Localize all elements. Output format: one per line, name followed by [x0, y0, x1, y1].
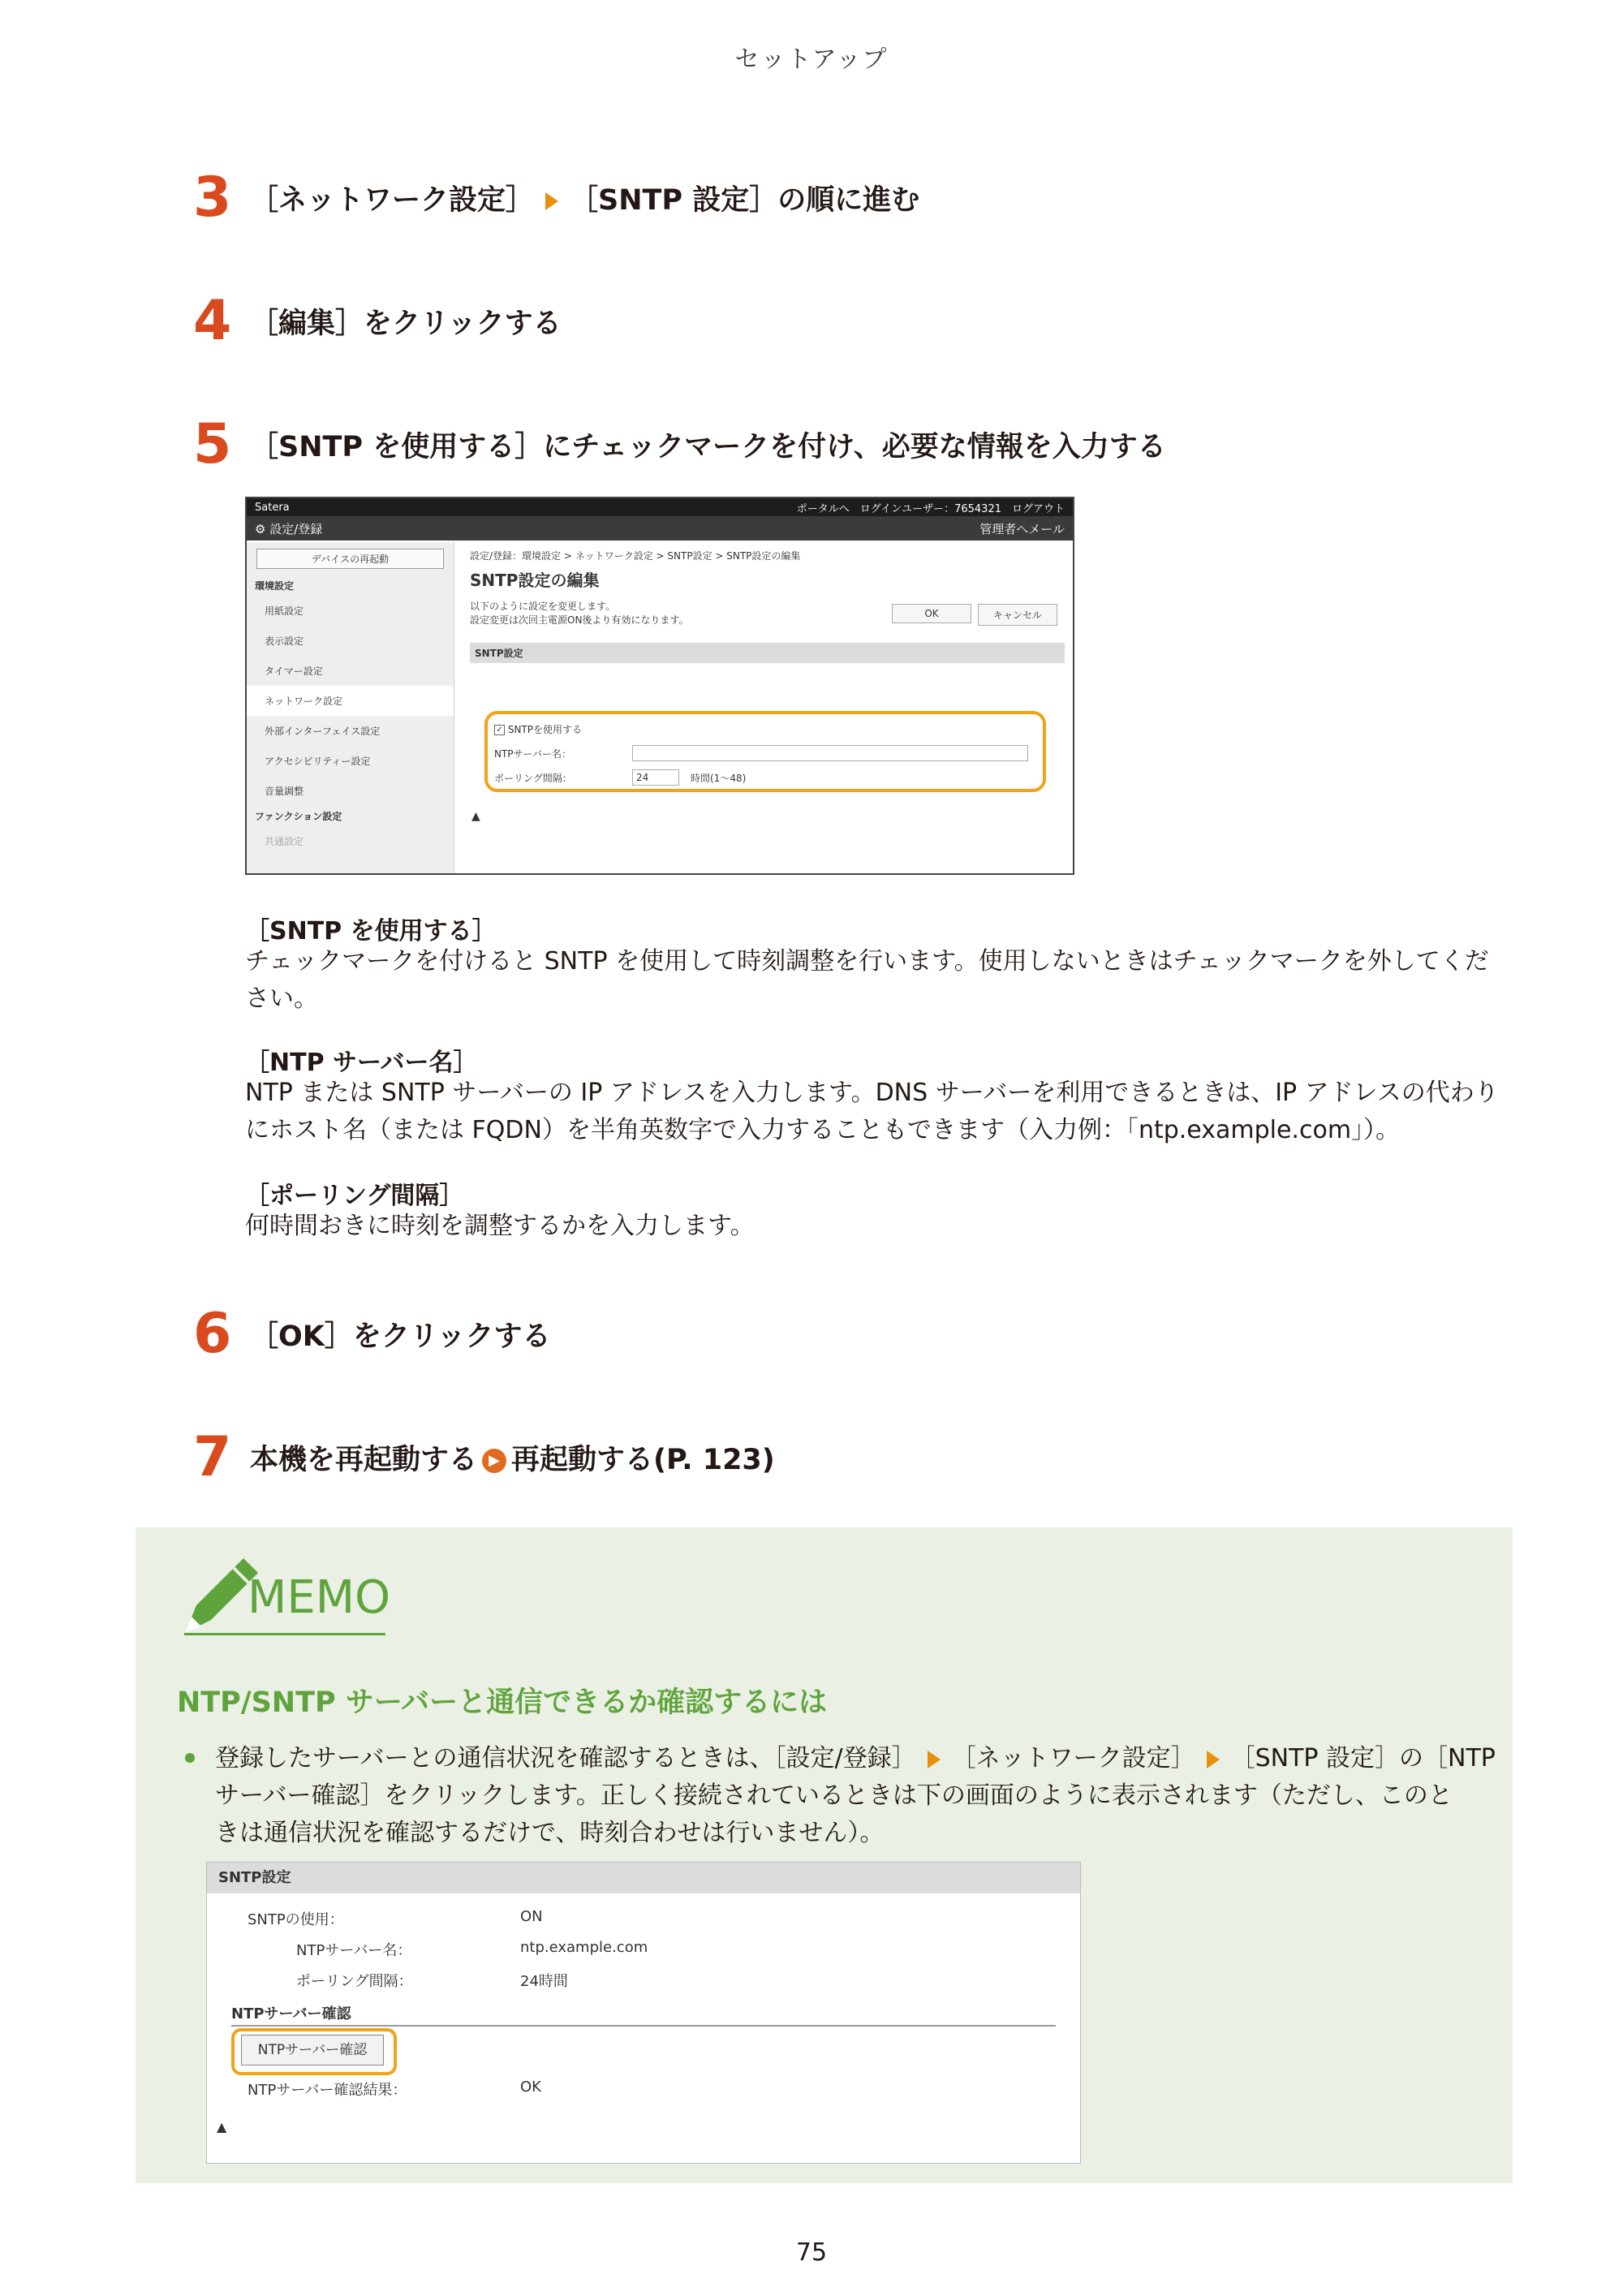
ok-button[interactable]: OK — [892, 604, 971, 623]
sidebar-item-paper[interactable]: 用紙設定 — [265, 605, 304, 617]
app-name: Satera — [255, 501, 290, 514]
page-title: SNTP設定の編集 — [470, 571, 600, 590]
arrow-right-icon — [545, 192, 558, 210]
page-top-icon[interactable]: ▲ — [217, 2119, 227, 2134]
step-5-text: ［SNTP を使用する］にチェックマークを付け、必要な情報を入力する — [250, 431, 1166, 463]
polling-unit: 時間(1～48) — [691, 773, 747, 784]
page-top-icon[interactable]: ▲ — [471, 810, 480, 823]
bullet-icon — [185, 1753, 195, 1763]
desc-body-use-sntp: チェックマークを付けると SNTP を使用して時刻調整を行います。使用しないときはチェックマークを外してください。 — [245, 947, 1489, 1013]
topbar-links[interactable]: ポータルへ ログインユーザー：7654321 ログアウト — [796, 502, 1065, 515]
polling-label: ポーリング間隔： — [494, 773, 572, 784]
step-number: 4 — [193, 289, 232, 353]
arrow-right-icon — [928, 1751, 941, 1768]
desc-title-use-sntp: ［SNTP を使用する］ — [245, 917, 497, 946]
sidebar-item-accessibility[interactable]: アクセシビリティー設定 — [265, 756, 371, 767]
sidebar-item-network[interactable]: ネットワーク設定 — [247, 686, 454, 716]
server-label: NTPサーバー名： — [296, 1942, 412, 1959]
divider — [231, 2025, 1056, 2027]
step-number: 7 — [193, 1425, 232, 1489]
sntp-edit-screenshot — [245, 497, 1074, 875]
sidebar-item-display[interactable]: 表示設定 — [265, 635, 304, 647]
use-sntp-label: SNTPを使用する — [507, 724, 582, 735]
settings-bar — [247, 516, 1073, 541]
step-4 — [193, 289, 562, 354]
app-topbar — [247, 498, 1073, 516]
breadcrumb: 設定/登録：環境設定 > ネットワーク設定 > SNTP設定 > SNTP設定の編集 — [470, 550, 801, 562]
step-number: 5 — [193, 412, 232, 476]
info-text-1: 以下のように設定を変更します。 — [470, 601, 616, 612]
sidebar-section-function: ファンクション設定 — [255, 811, 342, 822]
server-value: ntp.example.com — [520, 1939, 648, 1956]
server-label: NTPサーバー名： — [494, 748, 571, 760]
desc-body-ntp-server: NTP または SNTP サーバーの IP アドレスを入力します。DNS サーバーを利用できるときは、IP アドレスの代わりにホスト名（または FQDN）を半角英数字で入力することもできます（入力例：「ntp.example.com」）。 — [245, 1079, 1499, 1144]
step-3-part1: ［ネットワーク設定］ — [250, 184, 535, 217]
desc-title-ntp-server: ［NTP サーバー名］ — [245, 1049, 478, 1077]
section-title: SNTP設定 — [207, 1863, 1080, 1893]
sidebar-item-volume[interactable]: 音量調整 — [265, 786, 304, 797]
sidebar-section-env: 環境設定 — [255, 580, 295, 592]
check-section-title: NTPサーバー確認 — [231, 2005, 351, 2022]
sidebar-item-common[interactable]: 共通設定 — [265, 836, 304, 847]
memo-line-3: きは通信状況を確認するだけで、時刻合わせは行いません）。 — [215, 1819, 885, 1847]
section-header: セットアップ — [734, 45, 889, 74]
desc-title-polling: ［ポーリング間隔］ — [245, 1182, 464, 1210]
polling-value: 24時間 — [520, 1973, 568, 1990]
link-arrow-icon: ▶ — [482, 1449, 506, 1473]
settings-title: 設定/登録 — [269, 521, 323, 536]
main-panel — [470, 542, 1065, 873]
sidebar — [247, 542, 454, 873]
page-number: 75 — [795, 2238, 828, 2267]
info-text-2: 設定変更は次回主電源ON後より有効になります。 — [470, 614, 689, 626]
step-7-text: 本機を再起動する — [250, 1444, 478, 1476]
memo-title: NTP/SNTP サーバーと通信できるか確認するには — [177, 1686, 828, 1719]
memo-line-2: サーバー確認］をクリックします。正しく接続されているときは下の画面のように表示されます（ただし、このと — [215, 1781, 1453, 1810]
settings-icon: ⚙ — [255, 521, 270, 536]
memo-underline — [184, 1633, 385, 1635]
step-number: 3 — [193, 166, 232, 230]
desc-body-polling: 何時間おきに時刻を調整するかを入力します。 — [245, 1212, 755, 1240]
step-3 — [193, 166, 919, 230]
use-sntp-checkbox[interactable]: ✓ — [494, 725, 505, 735]
step-3-part2: ［SNTP 設定］の順に進む — [570, 184, 920, 217]
step-6 — [193, 1302, 550, 1367]
sidebar-item-interface[interactable]: 外部インターフェイス設定 — [265, 726, 381, 737]
memo-line-1: 登録したサーバーとの通信状況を確認するときは、［設定/登録］ ［ネットワーク設定］ ［SNTP 設定］の［NTP — [215, 1744, 1496, 1773]
restart-link[interactable]: 再起動する(P. 123) — [511, 1444, 775, 1476]
use-value: ON — [520, 1908, 543, 1925]
step-6-text: ［OK］をクリックする — [250, 1320, 551, 1353]
sidebar-item-timer[interactable]: タイマー設定 — [265, 666, 323, 677]
arrow-right-icon — [1207, 1751, 1220, 1768]
step-7 — [193, 1425, 775, 1490]
result-label: NTPサーバー確認結果： — [248, 2082, 407, 2099]
cancel-button[interactable]: キャンセル — [978, 604, 1057, 626]
memo-label: MEMO — [248, 1571, 391, 1624]
sntp-status-screenshot — [206, 1862, 1081, 2164]
highlight-frame — [484, 711, 1046, 792]
section-title: SNTP設定 — [470, 643, 1065, 663]
use-label: SNTPの使用： — [248, 1911, 344, 1928]
result-value: OK — [520, 2078, 541, 2096]
mail-admin-link[interactable]: 管理者へメール — [979, 521, 1065, 536]
step-number: 6 — [193, 1302, 232, 1366]
polling-input[interactable]: 24 — [632, 769, 679, 786]
restart-device-button[interactable]: デバイスの再起動 — [256, 549, 444, 569]
highlight-frame — [231, 2028, 397, 2075]
ntp-server-check-button[interactable]: NTPサーバー確認 — [241, 2035, 384, 2066]
step-5 — [193, 412, 1166, 477]
step-4-text: ［編集］をクリックする — [250, 308, 562, 340]
polling-label: ポーリング間隔： — [296, 1973, 413, 1990]
